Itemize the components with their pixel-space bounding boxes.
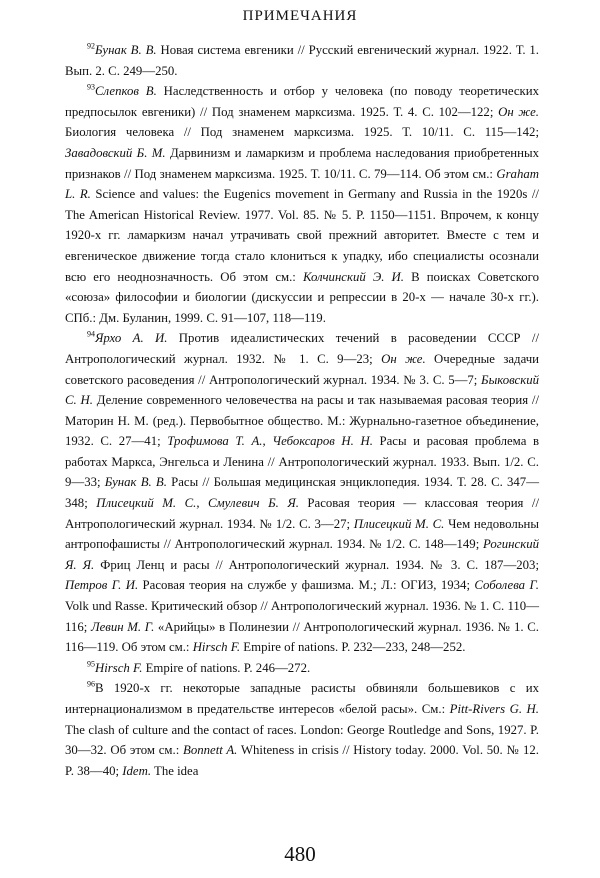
footnotes-body	[65, 40, 539, 781]
page-number: 480	[284, 842, 316, 866]
footnote-text: Empire of nations. P. 246—272.	[142, 660, 311, 675]
running-header: ПРИМЕЧАНИЯ	[242, 8, 358, 24]
footnote-text: Расовая теория — классовая теория // Антропологический журнал. 1934. № 1/2. С. 3—27;	[65, 496, 539, 531]
footnote-author: Трофимова Т. А., Чебоксаров Н. Н.	[167, 434, 373, 449]
footnote-text: Дарвинизм и ламаркизм и проблема наследования приобретенных признаков // Под знаменем марксизма. 1925. Т. 10/11. С. 79—114. Об этом см.:	[65, 145, 539, 181]
footnote-text: В поисках Советского «союза» философии и биологии (дискуссии и репрессии в 20-х — начале 30-х гг.). СПб.: Дм. Буланин, 1999. С. 91—107, 118—119.	[65, 269, 539, 325]
footnote-text: Биология человека // Под знаменем марксизма. 1925. Т. 10/11. С. 115—142;	[65, 125, 539, 140]
footnote-number: 96	[87, 680, 95, 690]
footnote	[65, 678, 539, 781]
footnote	[65, 40, 539, 81]
footnote-text: Расовая теория на службе у фашизма. М.; Л.: ОГИЗ, 1934;	[138, 578, 475, 593]
footnote-author: Hirsch F.	[95, 660, 143, 675]
footnote-author: Слепков В.	[95, 84, 157, 99]
footnote-author: Колчинский Э. И.	[302, 269, 404, 284]
footnote-text: В 1920-х гг. некоторые западные расисты обвиняли большевиков с их интернационализмом в предательстве интересов «белой расы». См.:	[65, 681, 539, 716]
footnote-text: Очередные задачи советского расоведения // Антропологический журнал. 1934. № 3. С. 5—7;	[65, 351, 540, 387]
footnote-text: Деление современного человечества на расы и так называемая расовая теория // Маторин Н. М. (ред.). Первобытное общество. М.: Журнально-газетное объединение, 1932. С. 27—41;	[65, 393, 540, 449]
footnote-author: Idem.	[122, 763, 152, 778]
footnote-author: Плисецкий М. С.	[353, 516, 445, 531]
footnote-text: Наследственность и отбор у человека (по поводу теоретических предпосылок евгеники) // Под знаменем марксизма. 1925. Т. 4. С. 102—122;	[65, 84, 540, 119]
footnote-author: Плисецкий М. С., Смулевич Б. Я.	[96, 496, 299, 511]
footnote-author: Завадовский Б. М.	[65, 145, 166, 160]
footnote-text: The clash of culture and the contact of races. London: George Routledge and Sons, 1927. P. 30—32. Об этом см.:	[65, 722, 539, 758]
footnote-text: «Арийцы» в Полинезии // Антропологический журнал. 1936. № 1. С. 116—119. Об этом см.:	[65, 619, 539, 655]
footnote-number: 95	[87, 659, 95, 669]
footnote-text: The idea	[151, 763, 199, 778]
footnote-author: Он же.	[381, 351, 426, 366]
footnote-author: Быковский С. Н.	[65, 372, 539, 408]
footnote-author: Он же.	[498, 104, 539, 119]
footnote	[65, 81, 539, 328]
footnote-author: Петров Г. И.	[65, 578, 139, 593]
footnote	[65, 658, 539, 679]
footnote-author: Ярхо А. И.	[95, 331, 168, 346]
footnote-text: Science and values: the Eugenics movement in Germany and Russia in the 1920s // The American Historical Review. 1977. Vol. 85. № 5. P. 1150—1151. Впрочем, к концу 1920-х гг. ламаркизм начал утрачивать свой прежний авторитет. Вместе с тем и евгеническое движение тогда стало клониться к упадку, ибо специалисты осознали всю его неоднозначность. Об этом см.:	[65, 187, 539, 284]
footnote-author: Соболева Г.	[474, 578, 539, 593]
footnote-number: 93	[87, 82, 95, 92]
footnote-number: 94	[87, 330, 95, 340]
footnote-text: Whiteness in crisis // History today. 2000. Vol. 50. № 12. P. 38—40;	[65, 743, 540, 778]
footnote-text: Расы и расовая проблема в работах Маркса, Энгельса и Ленина // Антропологический журнал. 1933. Вып. 1/2. С. 9—33;	[65, 434, 539, 490]
footnote-number: 92	[87, 41, 95, 51]
footnote-text: Расы // Большая медицинская энциклопедия. 1934. Т. 28. С. 347—348;	[65, 475, 539, 511]
footnote-text: Чем недовольны антропофашисты // Антропологический журнал. 1934. № 1/2. С. 148—149;	[65, 516, 540, 552]
footnote-author: Левин М. Г.	[90, 619, 155, 634]
footnote-text: Empire of nations. P. 232—233, 248—252.	[240, 640, 466, 655]
footnote-text: Фриц Ленц и расы // Антропологический журнал. 1934. № 3. С. 187—203;	[94, 557, 539, 572]
footnote-author: Graham L. R.	[65, 166, 539, 202]
footnote-text: Новая система евгеники // Русский евгенический журнал. 1922. Т. 1. Вып. 2. С. 249—250.	[65, 43, 539, 78]
footnote	[65, 328, 539, 658]
footnote-text: Против идеалистических течений в расоведении СССР // Антропологический журнал. 1932. № 1. С. 9—23;	[65, 331, 540, 366]
footnote-author: Рогинский Я. Я.	[65, 537, 539, 572]
footnote-text: Volk und Rasse. Критический обзор // Антропологический журнал. 1936. № 1. С. 110—116;	[65, 599, 539, 634]
footnote-author: Бунак В. В.	[95, 43, 157, 57]
footnote-author: Pitt-Rivers G. H.	[449, 702, 539, 716]
footnote-author: Бунак В. В.	[104, 475, 167, 490]
footnote-author: Bonnett A.	[183, 743, 238, 758]
footnote-author: Hirsch F.	[192, 640, 241, 655]
